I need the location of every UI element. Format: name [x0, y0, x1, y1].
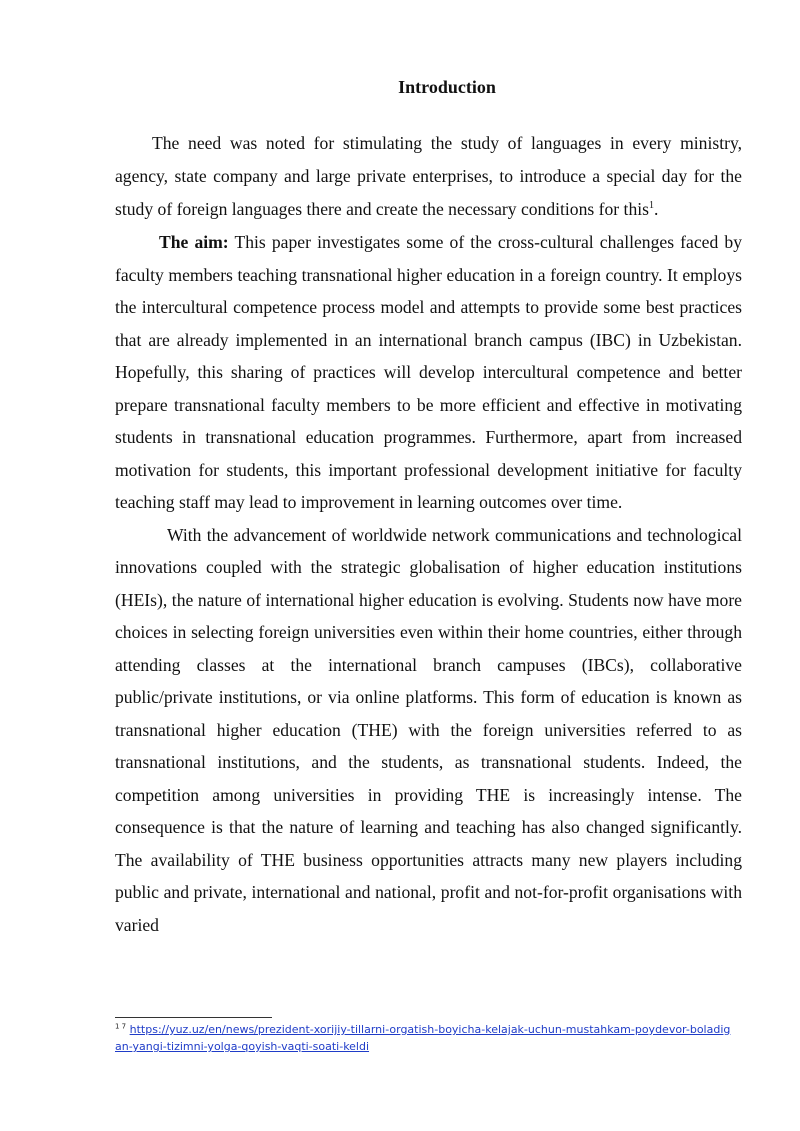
footnote-link[interactable]: https://yuz.uz/en/news/prezident-xorijiy-tillarni-orgatish-boyicha-kelajak-uchun-mustahkam-poydevor-boladigan-yangi-tizimni-yolga-qoyish-vaqti-soati-keldi: [115, 1023, 731, 1053]
paragraph-1-text: The need was noted for stimulating the study of languages in every ministry, agency, state company and large private enterprises, to introduce a special day for the study of foreign languages there and create the necessary conditions for this: [115, 133, 742, 219]
paragraph-2: [115, 226, 742, 519]
page-title: Introduction: [398, 77, 496, 97]
footnote: [115, 1021, 735, 1055]
footnote-reference[interactable]: 1: [648, 200, 654, 212]
body-text: [115, 127, 742, 941]
paragraph-3-text: With the advancement of worldwide network communications and technological innovations coupled with the strategic globalisation of higher education institutions (HEIs), the nature of international higher education is evolving. Students now have more choices in selecting foreign universities even within their home countries, either through attending classes at the international branch campuses (IBCs), collaborative public/private institutions, or via online platforms. This form of education is known as transnational higher education (THE) with the foreign universities referred to as transnational institutions, and the students, as transnational students. Indeed, the competition among universities in providing THE is increasingly intense. The consequence is that the nature of learning and teaching has also changed significantly. The availability of THE business opportunities attracts many new players including public and private, international and national, profit and not-for-profit organisations with varied: [115, 524, 742, 935]
paragraph-1-end: .: [653, 199, 659, 219]
paragraph-3: [115, 519, 742, 942]
paragraph-2-text: This paper investigates some of the cross-cultural challenges faced by faculty members teaching transnational higher education in a foreign country. It employs the intercultural competence process model and attempts to provide some best practices that are already implemented in an international branch campus (IBC) in Uzbekistan. Hopefully, this sharing of practices will develop intercultural competence and better prepare transnational faculty members to be more efficient and effective in motivating students in transnational education programmes. Furthermore, apart from increased motivation for students, this important professional development initiative for faculty teaching staff may lead to improvement in learning outcomes over time.: [115, 232, 742, 512]
footnote-marker: 1 7: [115, 1022, 127, 1031]
aim-label: The aim:: [159, 232, 229, 252]
paragraph-1: [115, 127, 742, 226]
footnote-separator: [115, 1017, 272, 1018]
